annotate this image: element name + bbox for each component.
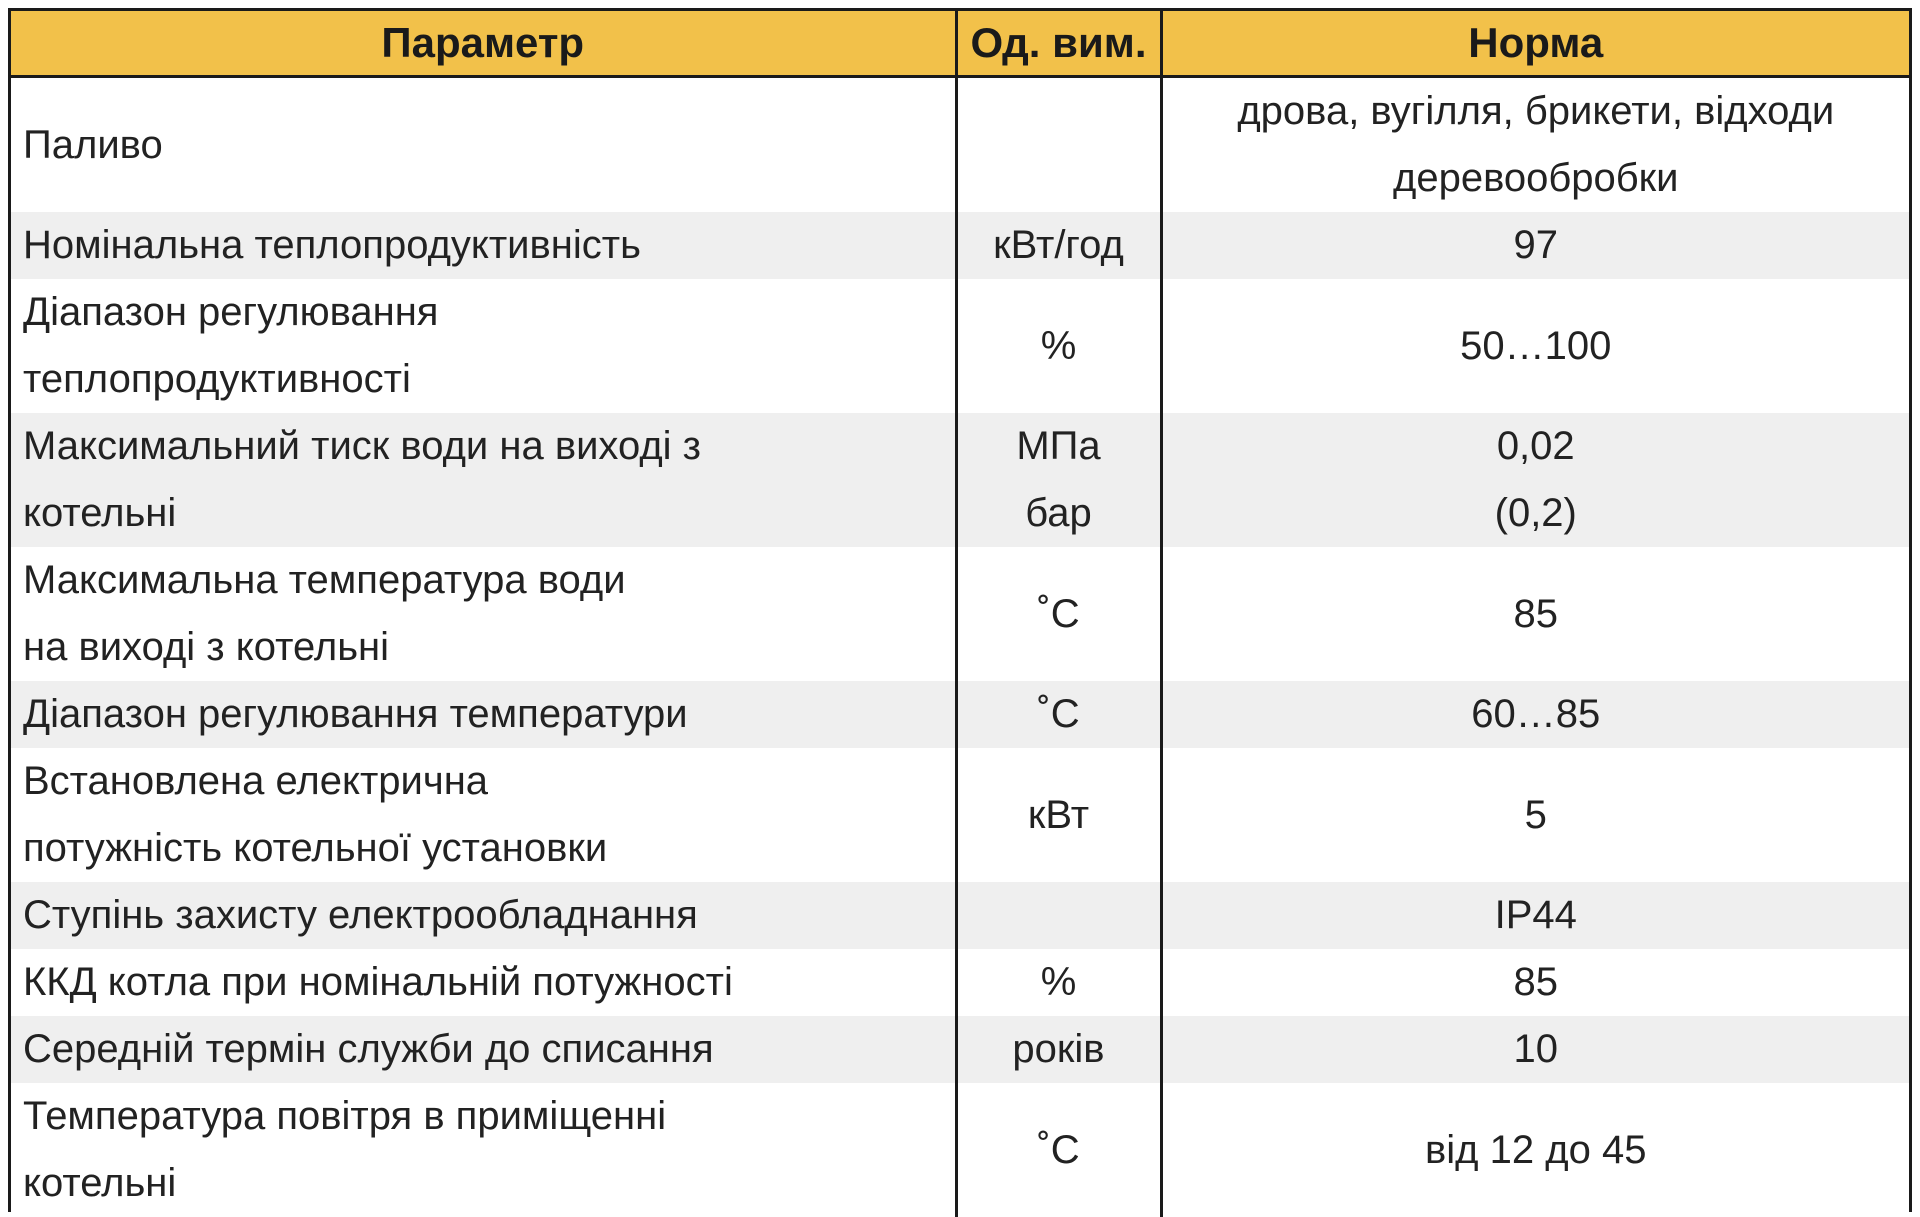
table-row: [11, 681, 1909, 748]
unit-cell: [956, 413, 1161, 547]
param-cell-line: Паливо: [23, 112, 947, 179]
table-header: [11, 11, 1909, 77]
param-cell: [11, 1016, 956, 1083]
norm-cell: [1161, 1016, 1909, 1083]
table-row: [11, 949, 1909, 1016]
header-row: [11, 11, 1909, 77]
param-cell-line: ККД котла при номінальній потужності: [23, 949, 947, 1016]
unit-cell-line: %: [958, 313, 1160, 380]
norm-cell-line: 85: [1163, 581, 1910, 648]
unit-cell: [956, 949, 1161, 1016]
table-body: [11, 77, 1909, 1217]
param-cell-line: котельні: [23, 480, 947, 547]
norm-cell-line: від 12 до 45: [1163, 1117, 1910, 1184]
param-cell-line: потужність котельної установки: [23, 815, 947, 882]
unit-cell: [956, 212, 1161, 279]
param-cell-line: Середній термін служби до списання: [23, 1016, 947, 1083]
unit-cell-line: кВт/год: [958, 212, 1160, 279]
param-cell: [11, 77, 956, 213]
table-row: [11, 212, 1909, 279]
unit-cell: [956, 882, 1161, 949]
param-cell: [11, 949, 956, 1016]
specs-table: [11, 11, 1909, 1217]
table-row: [11, 77, 1909, 213]
norm-cell-line: 50…100: [1163, 313, 1910, 380]
norm-cell: [1161, 1083, 1909, 1217]
norm-cell-line: 85: [1163, 949, 1910, 1016]
norm-cell-line: (0,2): [1163, 480, 1910, 547]
param-cell-line: котельні: [23, 1150, 947, 1217]
param-cell-line: Максимальний тиск води на виході з: [23, 413, 947, 480]
unit-cell-line: ˚С: [958, 581, 1160, 648]
unit-cell: [956, 1083, 1161, 1217]
unit-cell-line: років: [958, 1016, 1160, 1083]
header-unit: Од. вим.: [956, 11, 1161, 77]
param-cell-line: на виході з котельні: [23, 614, 947, 681]
param-cell-line: Ступінь захисту електрообладнання: [23, 882, 947, 949]
unit-cell: [956, 279, 1161, 413]
norm-cell-line: 0,02: [1163, 413, 1910, 480]
param-cell: [11, 279, 956, 413]
norm-cell-line: 10: [1163, 1016, 1910, 1083]
norm-cell: [1161, 681, 1909, 748]
specs-table-container: [8, 8, 1912, 1212]
norm-cell-line: дрова, вугілля, брикети, відходи: [1163, 78, 1910, 145]
header-parameter: Параметр: [11, 11, 956, 77]
param-cell-line: Діапазон регулювання: [23, 279, 947, 346]
param-cell-line: Температура повітря в приміщенні: [23, 1083, 947, 1150]
norm-cell-line: 60…85: [1163, 681, 1910, 748]
norm-cell: [1161, 279, 1909, 413]
param-cell: [11, 212, 956, 279]
param-cell-line: Номінальна теплопродуктивність: [23, 212, 947, 279]
param-cell-line: Максимальна температура води: [23, 547, 947, 614]
unit-cell-line: бар: [958, 480, 1160, 547]
param-cell: [11, 882, 956, 949]
table-row: [11, 1083, 1909, 1217]
table-row: [11, 547, 1909, 681]
unit-cell: [956, 1016, 1161, 1083]
norm-cell: [1161, 949, 1909, 1016]
param-cell: [11, 547, 956, 681]
param-cell-line: Встановлена електрична: [23, 748, 947, 815]
param-cell: [11, 1083, 956, 1217]
unit-cell-line: ˚С: [958, 1117, 1160, 1184]
norm-cell: [1161, 212, 1909, 279]
table-row: [11, 1016, 1909, 1083]
table-row: [11, 413, 1909, 547]
unit-cell-line: ˚С: [958, 681, 1160, 748]
table-row: [11, 279, 1909, 413]
norm-cell: [1161, 547, 1909, 681]
header-norm: Норма: [1161, 11, 1909, 77]
unit-cell: [956, 681, 1161, 748]
norm-cell: [1161, 882, 1909, 949]
param-cell: [11, 681, 956, 748]
param-cell-line: Діапазон регулювання температури: [23, 681, 947, 748]
norm-cell-line: IP44: [1163, 882, 1910, 949]
unit-cell-line: кВт: [958, 782, 1160, 849]
norm-cell-line: 5: [1163, 782, 1910, 849]
unit-cell: [956, 748, 1161, 882]
norm-cell: [1161, 748, 1909, 882]
param-cell-line: теплопродуктивності: [23, 346, 947, 413]
norm-cell: [1161, 77, 1909, 213]
param-cell: [11, 413, 956, 547]
unit-cell-line: МПа: [958, 413, 1160, 480]
norm-cell-line: 97: [1163, 212, 1910, 279]
table-row: [11, 882, 1909, 949]
param-cell: [11, 748, 956, 882]
norm-cell: [1161, 413, 1909, 547]
unit-cell: [956, 547, 1161, 681]
table-row: [11, 748, 1909, 882]
unit-cell-line: %: [958, 949, 1160, 1016]
norm-cell-line: деревообробки: [1163, 145, 1910, 212]
unit-cell: [956, 77, 1161, 213]
